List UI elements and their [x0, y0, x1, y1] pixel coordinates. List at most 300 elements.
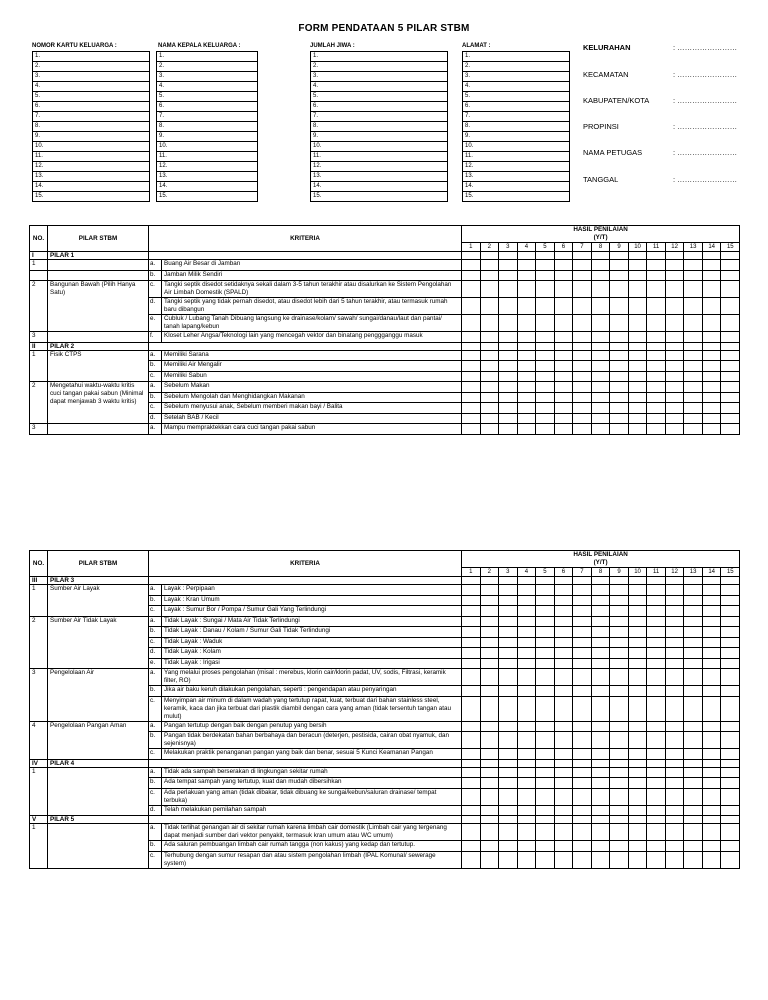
score-cell[interactable]	[665, 851, 684, 868]
score-cell[interactable]	[684, 392, 703, 403]
score-cell[interactable]	[665, 627, 684, 638]
score-cell[interactable]	[554, 788, 573, 805]
score-cell[interactable]	[647, 595, 666, 606]
score-cell[interactable]	[684, 824, 703, 841]
score-cell[interactable]	[462, 392, 481, 403]
score-cell[interactable]	[628, 686, 647, 697]
score-cell[interactable]	[554, 759, 573, 767]
score-cell[interactable]	[665, 749, 684, 760]
score-cell[interactable]	[517, 371, 536, 382]
score-cell[interactable]	[684, 788, 703, 805]
score-cell[interactable]	[554, 749, 573, 760]
list-row-entry[interactable]: 13.	[311, 172, 448, 182]
score-cell[interactable]	[462, 648, 481, 659]
list-row-entry[interactable]: 2.	[463, 62, 570, 72]
score-cell[interactable]	[665, 805, 684, 816]
score-cell[interactable]	[480, 298, 499, 315]
score-cell[interactable]	[554, 616, 573, 627]
score-cell[interactable]	[647, 788, 666, 805]
score-cell[interactable]	[517, 816, 536, 824]
score-cell[interactable]	[573, 595, 592, 606]
score-cell[interactable]	[702, 342, 721, 350]
list-row-entry[interactable]: 14.	[157, 182, 258, 192]
score-cell[interactable]	[665, 658, 684, 669]
score-cell[interactable]	[721, 413, 740, 424]
score-cell[interactable]	[462, 342, 481, 350]
score-cell[interactable]	[480, 606, 499, 617]
score-cell[interactable]	[665, 382, 684, 393]
score-cell[interactable]	[628, 298, 647, 315]
score-cell[interactable]	[554, 805, 573, 816]
score-cell[interactable]	[665, 413, 684, 424]
score-cell[interactable]	[591, 298, 610, 315]
score-cell[interactable]	[536, 577, 555, 585]
score-cell[interactable]	[517, 424, 536, 435]
score-cell[interactable]	[536, 686, 555, 697]
score-cell[interactable]	[647, 816, 666, 824]
score-cell[interactable]	[462, 824, 481, 841]
score-cell[interactable]	[573, 658, 592, 669]
score-cell[interactable]	[462, 749, 481, 760]
score-cell[interactable]	[462, 382, 481, 393]
score-cell[interactable]	[462, 732, 481, 749]
score-cell[interactable]	[554, 342, 573, 350]
score-cell[interactable]	[684, 749, 703, 760]
score-cell[interactable]	[610, 260, 629, 271]
score-cell[interactable]	[554, 851, 573, 868]
score-cell[interactable]	[647, 585, 666, 596]
score-cell[interactable]	[573, 371, 592, 382]
score-cell[interactable]	[702, 824, 721, 841]
score-cell[interactable]	[721, 270, 740, 281]
score-cell[interactable]	[647, 577, 666, 585]
score-cell[interactable]	[665, 315, 684, 332]
score-cell[interactable]	[499, 767, 518, 778]
score-cell[interactable]	[499, 648, 518, 659]
score-cell[interactable]	[573, 627, 592, 638]
score-cell[interactable]	[684, 403, 703, 414]
list-row-entry[interactable]: 10.	[157, 142, 258, 152]
score-cell[interactable]	[591, 616, 610, 627]
score-cell[interactable]	[665, 767, 684, 778]
score-cell[interactable]	[628, 648, 647, 659]
score-cell[interactable]	[480, 627, 499, 638]
score-cell[interactable]	[517, 298, 536, 315]
score-cell[interactable]	[665, 841, 684, 852]
score-cell[interactable]	[573, 270, 592, 281]
score-cell[interactable]	[721, 260, 740, 271]
score-cell[interactable]	[665, 392, 684, 403]
score-cell[interactable]	[536, 824, 555, 841]
score-cell[interactable]	[573, 392, 592, 403]
score-cell[interactable]	[610, 342, 629, 350]
score-cell[interactable]	[628, 805, 647, 816]
score-cell[interactable]	[684, 281, 703, 298]
score-cell[interactable]	[480, 805, 499, 816]
score-cell[interactable]	[591, 788, 610, 805]
score-cell[interactable]	[573, 281, 592, 298]
score-cell[interactable]	[721, 403, 740, 414]
score-cell[interactable]	[721, 851, 740, 868]
score-cell[interactable]	[591, 281, 610, 298]
score-cell[interactable]	[573, 616, 592, 627]
score-cell[interactable]	[554, 606, 573, 617]
score-cell[interactable]	[499, 595, 518, 606]
score-cell[interactable]	[462, 686, 481, 697]
score-cell[interactable]	[684, 606, 703, 617]
score-cell[interactable]	[647, 298, 666, 315]
score-cell[interactable]	[499, 749, 518, 760]
list-row-entry[interactable]: 6.	[33, 102, 150, 112]
score-cell[interactable]	[573, 413, 592, 424]
score-cell[interactable]	[628, 371, 647, 382]
score-cell[interactable]	[610, 252, 629, 260]
score-cell[interactable]	[517, 361, 536, 372]
info-value-field[interactable]: : ……………………	[673, 175, 738, 184]
score-cell[interactable]	[536, 350, 555, 361]
score-cell[interactable]	[721, 595, 740, 606]
score-cell[interactable]	[702, 332, 721, 343]
score-cell[interactable]	[591, 606, 610, 617]
score-cell[interactable]	[554, 413, 573, 424]
score-cell[interactable]	[628, 606, 647, 617]
score-cell[interactable]	[721, 816, 740, 824]
score-cell[interactable]	[480, 767, 499, 778]
score-cell[interactable]	[647, 361, 666, 372]
score-cell[interactable]	[684, 841, 703, 852]
score-cell[interactable]	[591, 696, 610, 721]
score-cell[interactable]	[462, 627, 481, 638]
score-cell[interactable]	[554, 392, 573, 403]
score-cell[interactable]	[536, 392, 555, 403]
score-cell[interactable]	[702, 658, 721, 669]
score-cell[interactable]	[573, 816, 592, 824]
score-cell[interactable]	[702, 595, 721, 606]
score-cell[interactable]	[647, 669, 666, 686]
score-cell[interactable]	[573, 648, 592, 659]
score-cell[interactable]	[610, 371, 629, 382]
score-cell[interactable]	[591, 361, 610, 372]
score-cell[interactable]	[628, 669, 647, 686]
score-cell[interactable]	[536, 595, 555, 606]
score-cell[interactable]	[554, 824, 573, 841]
list-row-entry[interactable]: 1.	[157, 52, 258, 62]
score-cell[interactable]	[591, 371, 610, 382]
score-cell[interactable]	[721, 732, 740, 749]
score-cell[interactable]	[610, 749, 629, 760]
score-cell[interactable]	[554, 371, 573, 382]
score-cell[interactable]	[647, 778, 666, 789]
score-cell[interactable]	[499, 658, 518, 669]
score-cell[interactable]	[573, 606, 592, 617]
score-cell[interactable]	[517, 577, 536, 585]
score-cell[interactable]	[591, 669, 610, 686]
score-cell[interactable]	[573, 788, 592, 805]
score-cell[interactable]	[480, 315, 499, 332]
score-cell[interactable]	[721, 658, 740, 669]
list-row-entry[interactable]: 4.	[311, 82, 448, 92]
score-cell[interactable]	[684, 669, 703, 686]
score-cell[interactable]	[573, 382, 592, 393]
score-cell[interactable]	[610, 767, 629, 778]
score-cell[interactable]	[665, 732, 684, 749]
score-cell[interactable]	[536, 252, 555, 260]
score-cell[interactable]	[684, 350, 703, 361]
score-cell[interactable]	[499, 403, 518, 414]
score-cell[interactable]	[536, 805, 555, 816]
score-cell[interactable]	[462, 577, 481, 585]
score-cell[interactable]	[721, 606, 740, 617]
score-cell[interactable]	[499, 788, 518, 805]
score-cell[interactable]	[628, 382, 647, 393]
score-cell[interactable]	[480, 413, 499, 424]
score-cell[interactable]	[647, 270, 666, 281]
score-cell[interactable]	[665, 350, 684, 361]
score-cell[interactable]	[610, 392, 629, 403]
score-cell[interactable]	[628, 413, 647, 424]
score-cell[interactable]	[536, 382, 555, 393]
list-row-entry[interactable]: 12.	[463, 162, 570, 172]
score-cell[interactable]	[573, 577, 592, 585]
score-cell[interactable]	[721, 627, 740, 638]
score-cell[interactable]	[647, 648, 666, 659]
score-cell[interactable]	[665, 637, 684, 648]
score-cell[interactable]	[628, 281, 647, 298]
score-cell[interactable]	[702, 270, 721, 281]
score-cell[interactable]	[702, 721, 721, 732]
score-cell[interactable]	[462, 371, 481, 382]
score-cell[interactable]	[647, 281, 666, 298]
score-cell[interactable]	[628, 851, 647, 868]
score-cell[interactable]	[684, 778, 703, 789]
score-cell[interactable]	[480, 696, 499, 721]
score-cell[interactable]	[591, 851, 610, 868]
score-cell[interactable]	[684, 361, 703, 372]
score-cell[interactable]	[702, 851, 721, 868]
score-cell[interactable]	[554, 585, 573, 596]
score-cell[interactable]	[554, 648, 573, 659]
score-cell[interactable]	[536, 342, 555, 350]
score-cell[interactable]	[499, 732, 518, 749]
score-cell[interactable]	[591, 767, 610, 778]
score-cell[interactable]	[647, 805, 666, 816]
score-cell[interactable]	[462, 805, 481, 816]
list-row-entry[interactable]: 7.	[311, 112, 448, 122]
score-cell[interactable]	[499, 851, 518, 868]
score-cell[interactable]	[554, 595, 573, 606]
score-cell[interactable]	[517, 788, 536, 805]
list-row-entry[interactable]: 10.	[33, 142, 150, 152]
score-cell[interactable]	[665, 585, 684, 596]
score-cell[interactable]	[536, 627, 555, 638]
score-cell[interactable]	[684, 637, 703, 648]
score-cell[interactable]	[610, 637, 629, 648]
score-cell[interactable]	[702, 281, 721, 298]
score-cell[interactable]	[462, 851, 481, 868]
score-cell[interactable]	[517, 342, 536, 350]
score-cell[interactable]	[591, 252, 610, 260]
score-cell[interactable]	[573, 732, 592, 749]
score-cell[interactable]	[499, 721, 518, 732]
score-cell[interactable]	[536, 841, 555, 852]
score-cell[interactable]	[573, 298, 592, 315]
score-cell[interactable]	[721, 382, 740, 393]
score-cell[interactable]	[647, 260, 666, 271]
score-cell[interactable]	[721, 281, 740, 298]
score-cell[interactable]	[480, 350, 499, 361]
score-cell[interactable]	[702, 252, 721, 260]
score-cell[interactable]	[610, 778, 629, 789]
score-cell[interactable]	[610, 382, 629, 393]
score-cell[interactable]	[517, 669, 536, 686]
list-row-entry[interactable]: 3.	[311, 72, 448, 82]
score-cell[interactable]	[702, 759, 721, 767]
score-cell[interactable]	[536, 778, 555, 789]
score-cell[interactable]	[628, 749, 647, 760]
score-cell[interactable]	[462, 637, 481, 648]
score-cell[interactable]	[684, 658, 703, 669]
list-row-entry[interactable]: 9.	[33, 132, 150, 142]
score-cell[interactable]	[499, 361, 518, 372]
score-cell[interactable]	[554, 816, 573, 824]
score-cell[interactable]	[721, 669, 740, 686]
list-row-entry[interactable]: 13.	[33, 172, 150, 182]
score-cell[interactable]	[536, 759, 555, 767]
score-cell[interactable]	[554, 577, 573, 585]
score-cell[interactable]	[610, 281, 629, 298]
score-cell[interactable]	[536, 361, 555, 372]
score-cell[interactable]	[610, 759, 629, 767]
score-cell[interactable]	[480, 342, 499, 350]
score-cell[interactable]	[462, 696, 481, 721]
score-cell[interactable]	[647, 413, 666, 424]
score-cell[interactable]	[610, 732, 629, 749]
score-cell[interactable]	[517, 606, 536, 617]
score-cell[interactable]	[628, 816, 647, 824]
score-cell[interactable]	[702, 315, 721, 332]
score-cell[interactable]	[665, 260, 684, 271]
score-cell[interactable]	[462, 759, 481, 767]
score-cell[interactable]	[591, 413, 610, 424]
score-cell[interactable]	[554, 627, 573, 638]
score-cell[interactable]	[665, 424, 684, 435]
score-cell[interactable]	[573, 851, 592, 868]
score-cell[interactable]	[536, 315, 555, 332]
list-row-entry[interactable]: 13.	[463, 172, 570, 182]
score-cell[interactable]	[647, 658, 666, 669]
score-cell[interactable]	[480, 778, 499, 789]
score-cell[interactable]	[684, 382, 703, 393]
list-row-entry[interactable]: 15.	[157, 192, 258, 202]
score-cell[interactable]	[480, 851, 499, 868]
score-cell[interactable]	[480, 585, 499, 596]
score-cell[interactable]	[499, 281, 518, 298]
score-cell[interactable]	[462, 669, 481, 686]
score-cell[interactable]	[573, 841, 592, 852]
score-cell[interactable]	[462, 788, 481, 805]
score-cell[interactable]	[517, 759, 536, 767]
score-cell[interactable]	[665, 606, 684, 617]
list-row-entry[interactable]: 10.	[463, 142, 570, 152]
score-cell[interactable]	[480, 270, 499, 281]
score-cell[interactable]	[628, 595, 647, 606]
score-cell[interactable]	[647, 696, 666, 721]
score-cell[interactable]	[665, 403, 684, 414]
score-cell[interactable]	[499, 585, 518, 596]
score-cell[interactable]	[647, 851, 666, 868]
score-cell[interactable]	[480, 759, 499, 767]
list-row-entry[interactable]: 2.	[311, 62, 448, 72]
list-row-entry[interactable]: 11.	[463, 152, 570, 162]
score-cell[interactable]	[702, 350, 721, 361]
score-cell[interactable]	[647, 342, 666, 350]
score-cell[interactable]	[536, 788, 555, 805]
score-cell[interactable]	[665, 252, 684, 260]
list-row-entry[interactable]: 7.	[463, 112, 570, 122]
list-row-entry[interactable]: 4.	[157, 82, 258, 92]
score-cell[interactable]	[702, 805, 721, 816]
score-cell[interactable]	[480, 252, 499, 260]
score-cell[interactable]	[591, 841, 610, 852]
list-row-entry[interactable]: 3.	[463, 72, 570, 82]
score-cell[interactable]	[536, 637, 555, 648]
score-cell[interactable]	[721, 371, 740, 382]
score-cell[interactable]	[480, 281, 499, 298]
score-cell[interactable]	[628, 778, 647, 789]
score-cell[interactable]	[610, 669, 629, 686]
list-row-entry[interactable]: 8.	[33, 122, 150, 132]
list-row-entry[interactable]: 15.	[311, 192, 448, 202]
score-cell[interactable]	[665, 759, 684, 767]
score-cell[interactable]	[499, 252, 518, 260]
score-cell[interactable]	[499, 696, 518, 721]
score-cell[interactable]	[665, 648, 684, 659]
score-cell[interactable]	[702, 637, 721, 648]
score-cell[interactable]	[684, 332, 703, 343]
score-cell[interactable]	[573, 252, 592, 260]
score-cell[interactable]	[628, 361, 647, 372]
list-row-entry[interactable]: 7.	[33, 112, 150, 122]
score-cell[interactable]	[462, 252, 481, 260]
score-cell[interactable]	[628, 696, 647, 721]
score-cell[interactable]	[591, 805, 610, 816]
score-cell[interactable]	[647, 721, 666, 732]
score-cell[interactable]	[591, 759, 610, 767]
score-cell[interactable]	[499, 606, 518, 617]
score-cell[interactable]	[702, 616, 721, 627]
score-cell[interactable]	[499, 260, 518, 271]
score-cell[interactable]	[665, 342, 684, 350]
list-row-entry[interactable]: 11.	[311, 152, 448, 162]
score-cell[interactable]	[610, 816, 629, 824]
score-cell[interactable]	[684, 371, 703, 382]
score-cell[interactable]	[721, 577, 740, 585]
score-cell[interactable]	[536, 403, 555, 414]
score-cell[interactable]	[702, 767, 721, 778]
score-cell[interactable]	[480, 749, 499, 760]
score-cell[interactable]	[702, 577, 721, 585]
score-cell[interactable]	[647, 371, 666, 382]
score-cell[interactable]	[573, 332, 592, 343]
score-cell[interactable]	[721, 252, 740, 260]
score-cell[interactable]	[684, 686, 703, 697]
score-cell[interactable]	[480, 332, 499, 343]
list-row-entry[interactable]: 15.	[463, 192, 570, 202]
list-row-entry[interactable]: 11.	[157, 152, 258, 162]
score-cell[interactable]	[702, 749, 721, 760]
score-cell[interactable]	[665, 595, 684, 606]
score-cell[interactable]	[721, 749, 740, 760]
